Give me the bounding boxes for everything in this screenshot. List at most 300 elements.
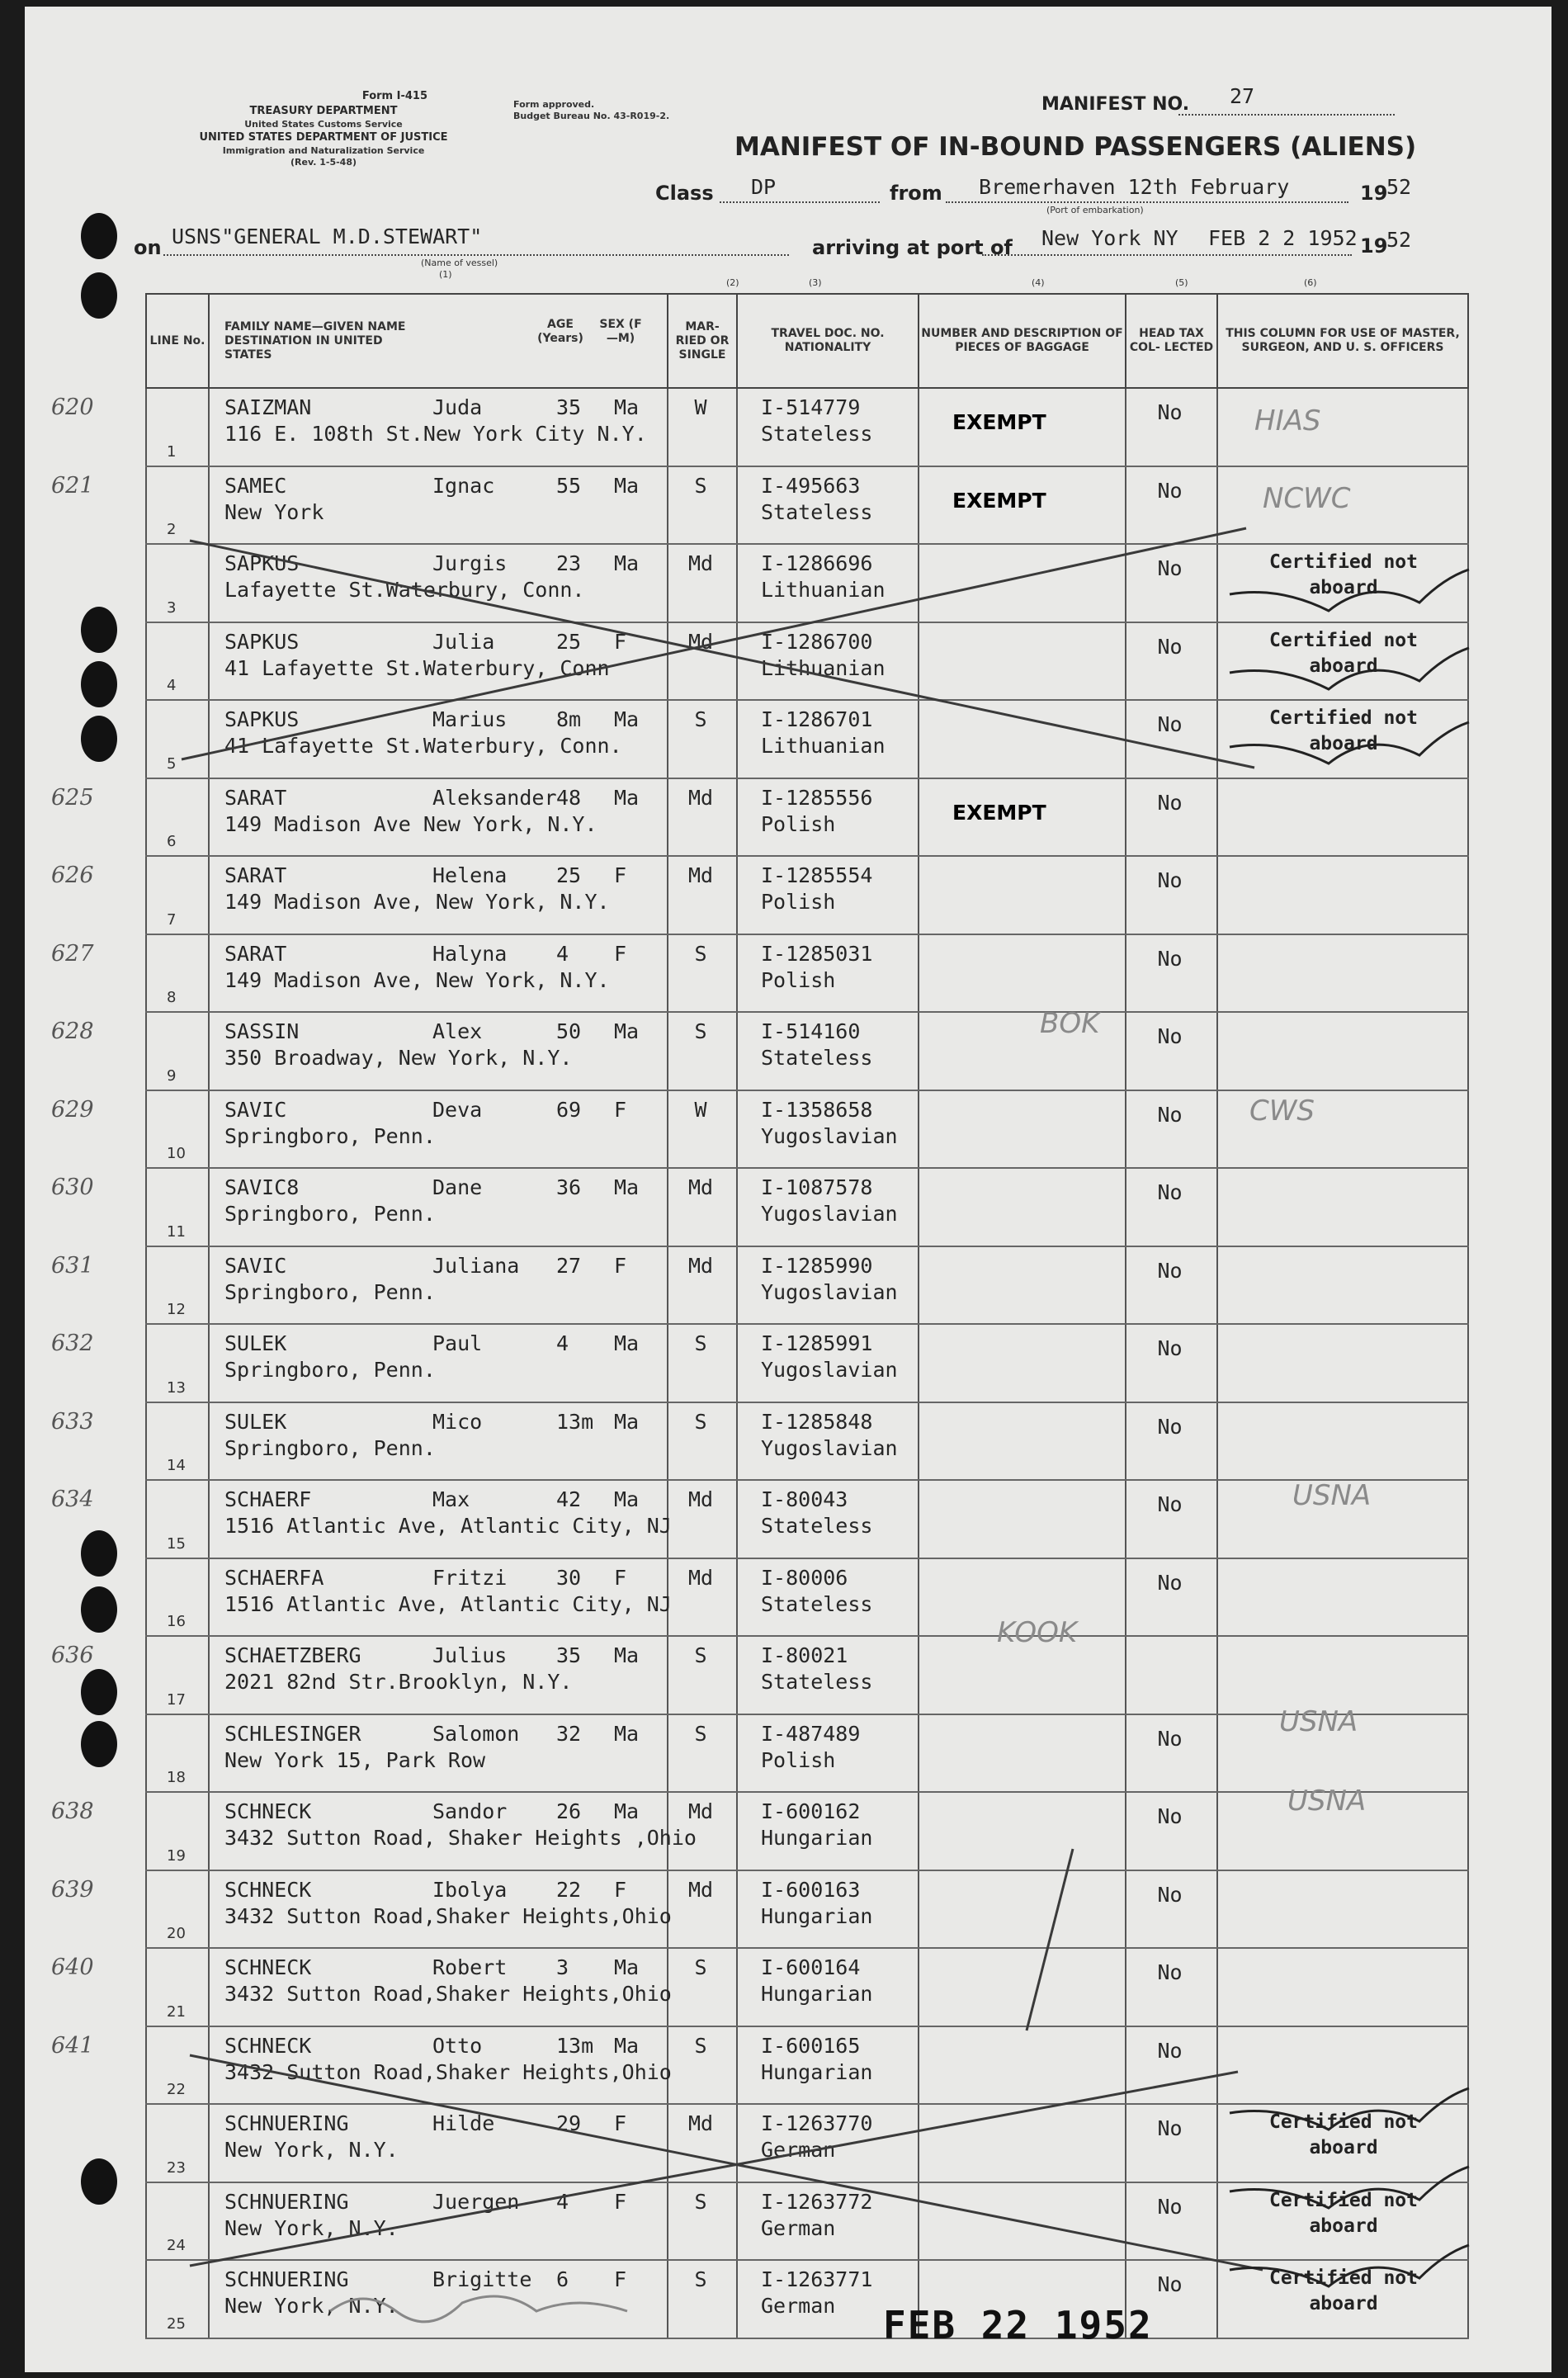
travel-doc-no: I-1286696	[761, 551, 873, 575]
travel-doc-no: I-1263771	[761, 2267, 873, 2291]
given-name: Julia	[432, 629, 495, 654]
col-remarks: THIS COLUMN FOR USE OF MASTER, SURGEON, AND U. S. OFFICERS	[1217, 294, 1468, 388]
destination: Springboro, Penn.	[224, 1279, 436, 1304]
margin-number: 630	[51, 1175, 94, 1200]
marital-status: S	[694, 1643, 707, 1667]
destination: Springboro, Penn.	[224, 1358, 436, 1382]
sex-value: F	[614, 1253, 627, 1278]
pencil-note: CWS	[1249, 1094, 1315, 1128]
line-number: 14	[167, 1457, 186, 1474]
colnum-2: (2)	[726, 277, 739, 288]
arriving-label: arriving at port of	[812, 236, 1013, 259]
officer-remark: Certified not aboard	[1268, 629, 1418, 677]
given-name: Juda	[432, 395, 483, 419]
age-value: 13m	[556, 1409, 594, 1434]
given-name: Paul	[432, 1331, 483, 1355]
class-label: Class	[655, 182, 714, 205]
destination: 149 Madison Ave New York, N.Y.	[224, 811, 597, 836]
pencil-note: USNA	[1279, 1705, 1358, 1738]
given-name: Marius	[432, 707, 508, 731]
marital-status: S	[694, 2033, 707, 2058]
margin-number: 638	[51, 1799, 94, 1824]
marital-status: S	[694, 1019, 707, 1043]
sex-value: F	[614, 941, 627, 966]
marital-status: S	[694, 707, 707, 731]
nationality: Lithuanian	[761, 655, 886, 680]
line-number: 25	[167, 2314, 186, 2333]
head-tax: No	[1157, 790, 1183, 815]
destination: New York, N.Y.	[224, 2215, 399, 2240]
family-name: SARAT	[224, 785, 287, 810]
line-number: 10	[167, 1145, 186, 1162]
family-name: SCHAERFA	[224, 1565, 324, 1590]
sex-value: F	[614, 2189, 627, 2214]
line-number: 15	[167, 1534, 186, 1553]
line-number: 9	[167, 1066, 177, 1085]
vessel-colnum: (1)	[439, 269, 452, 280]
family-name: SAVIC	[224, 1253, 287, 1278]
sex-value: F	[614, 1877, 627, 1902]
age-value: 25	[556, 863, 582, 887]
family-name: SARAT	[224, 863, 287, 887]
pencil-note: NCWC	[1263, 482, 1351, 515]
marital-status: W	[694, 395, 707, 419]
line-number: 23	[167, 2158, 186, 2177]
signature	[1230, 2245, 1469, 2286]
line-number: 18	[167, 1769, 186, 1786]
nationality: Polish	[761, 1747, 836, 1772]
on-label: on	[134, 236, 162, 259]
age-value: 4	[556, 2189, 569, 2214]
travel-doc-no: I-495663	[761, 473, 861, 498]
nationality: Stateless	[761, 1670, 873, 1694]
treasury-dept: TREASURY DEPARTMENT	[249, 105, 398, 117]
marital-status: S	[694, 2189, 707, 2214]
travel-doc-no: I-600162	[761, 1799, 861, 1823]
nationality: Polish	[761, 890, 836, 914]
travel-doc-no: I-1263770	[761, 2111, 873, 2135]
marital-status: Md	[687, 629, 714, 654]
head-tax: No	[1157, 1804, 1183, 1828]
justice-dept: UNITED STATES DEPARTMENT OF JUSTICE	[199, 131, 448, 144]
nationality: Yugoslavian	[761, 1202, 898, 1226]
given-name: Hilde	[432, 2111, 495, 2135]
nationality: Stateless	[761, 499, 873, 524]
head-tax: No	[1157, 478, 1183, 503]
age-value: 3	[556, 1955, 569, 1979]
col-doc: TRAVEL DOC. NO. NATIONALITY	[737, 294, 919, 388]
sex-value: Ma	[614, 1721, 640, 1746]
sex-value: F	[614, 863, 627, 887]
line-number: 12	[167, 1301, 186, 1318]
sex-value: F	[614, 1565, 627, 1590]
given-name: Otto	[432, 2033, 483, 2058]
margin-number: 641	[51, 2032, 94, 2059]
head-tax: No	[1157, 1570, 1183, 1595]
manifest-no-value: 27	[1230, 84, 1255, 108]
sex-value: Ma	[614, 1331, 640, 1355]
destination: 3432 Sutton Road, Shaker Heights ,Ohio	[224, 1826, 697, 1850]
officer-remark: Certified not aboard	[1268, 707, 1418, 754]
destination: 350 Broadway, New York, N.Y.	[224, 1046, 573, 1070]
given-name: Helena	[432, 863, 508, 887]
destination: Lafayette St.Waterbury, Conn.	[224, 578, 585, 602]
age-value: 42	[556, 1487, 582, 1511]
baggage-note: EXEMPT	[952, 410, 1046, 434]
head-tax: No	[1157, 1492, 1183, 1516]
nationality: Polish	[761, 811, 836, 836]
head-tax: No	[1157, 1414, 1183, 1439]
travel-doc-no: I-80043	[761, 1487, 848, 1511]
line-number: 5	[167, 754, 177, 773]
colnum-3: (3)	[809, 277, 822, 288]
sex-value: Ma	[614, 1799, 640, 1823]
pencil-note: HIAS	[1254, 404, 1321, 437]
col-tax: HEAD TAX COL- LECTED	[1126, 294, 1217, 388]
sex-value: Ma	[614, 1409, 640, 1434]
head-tax: No	[1157, 634, 1183, 659]
margin-number: 628	[51, 1019, 94, 1044]
officer-remark: Certified not aboard	[1268, 551, 1418, 598]
marital-status: Md	[687, 1877, 714, 1902]
nationality: Stateless	[761, 422, 873, 446]
head-tax: No	[1157, 1102, 1183, 1127]
head-tax: No	[1157, 1960, 1183, 1984]
sex-value: Ma	[614, 785, 640, 810]
bottom-date-stamp: FEB 22 1952	[883, 2303, 1153, 2347]
age-value: 55	[556, 473, 582, 498]
col-married: MAR- RIED OR SINGLE	[668, 294, 737, 388]
travel-doc-no: I-1285991	[761, 1331, 873, 1355]
strike-line	[190, 541, 1254, 768]
marital-status: Md	[687, 1487, 714, 1511]
age-value: 35	[556, 395, 582, 419]
col-line: LINE No.	[146, 294, 209, 388]
colnum-6: (6)	[1304, 277, 1317, 288]
nationality: Polish	[761, 967, 836, 992]
margin-number: 632	[51, 1331, 94, 1356]
baggage-tick	[1027, 1849, 1073, 2031]
marital-status: Md	[687, 785, 714, 810]
sex-value: Ma	[614, 551, 640, 575]
given-name: Alex	[432, 1019, 483, 1043]
pencil-note: KOOK	[997, 1616, 1078, 1649]
margin-number: 634	[51, 1487, 94, 1512]
travel-doc-no: I-1087578	[761, 1175, 873, 1199]
sex-value: Ma	[614, 1019, 640, 1043]
given-name: Mico	[432, 1409, 483, 1434]
travel-doc-no: I-1358658	[761, 1097, 873, 1122]
family-name: SCHAERF	[224, 1487, 312, 1511]
line-number: 7	[167, 910, 177, 929]
nationality: Yugoslavian	[761, 1358, 898, 1382]
signature	[1230, 570, 1469, 611]
marital-status: Md	[687, 1253, 714, 1278]
family-name: SASSIN	[224, 1019, 300, 1043]
marital-status: Md	[687, 2111, 714, 2135]
age-value: 36	[556, 1175, 582, 1199]
given-name: Deva	[432, 1097, 483, 1122]
given-name: Halyna	[432, 941, 508, 966]
line-number: 11	[167, 1222, 186, 1241]
approval-line: Form approved.	[513, 99, 595, 110]
class-value: DP	[751, 175, 777, 199]
age-value: 23	[556, 551, 582, 575]
pencil-note: USNA	[1287, 1785, 1367, 1818]
given-name: Brigitte	[432, 2267, 532, 2291]
age-value: 6	[556, 2267, 569, 2291]
margin-number: 621	[51, 472, 94, 499]
family-name: SAVIC8	[224, 1175, 300, 1199]
destination: 41 Lafayette St.Waterbury, Conn.	[224, 734, 622, 758]
marital-status: Md	[687, 1175, 714, 1199]
pencil-note: BOK	[1040, 1007, 1100, 1040]
travel-doc-no: I-1285556	[761, 785, 873, 810]
nationality: Hungarian	[761, 1903, 873, 1928]
travel-doc-no: I-1285554	[761, 863, 873, 887]
age-value: 32	[556, 1721, 582, 1746]
family-name: SAMEC	[224, 473, 287, 498]
destination: 3432 Sutton Road,Shaker Heights,Ohio	[224, 1903, 672, 1928]
marital-status: Md	[687, 1799, 714, 1823]
family-name: SCHNUERING	[224, 2111, 349, 2135]
family-name: SCHNUERING	[224, 2267, 349, 2291]
port-value: New York NY	[1041, 226, 1178, 250]
head-tax: No	[1157, 1336, 1183, 1360]
travel-doc-no: I-1285031	[761, 941, 873, 966]
family-name: SAPKUS	[224, 707, 300, 731]
sex-value: Ma	[614, 707, 640, 731]
given-name: Ignac	[432, 473, 495, 498]
given-name: Aleksander	[432, 785, 557, 810]
marital-status: S	[694, 1721, 707, 1746]
colnum-5: (5)	[1175, 277, 1188, 288]
line-number: 8	[167, 989, 177, 1006]
budget-bureau-line: Budget Bureau No. 43-R019-2.	[513, 111, 670, 121]
margin-number: 625	[51, 784, 94, 811]
travel-doc-no: I-600164	[761, 1955, 861, 1979]
line-number: 24	[167, 2237, 186, 2254]
nationality: Stateless	[761, 1591, 873, 1616]
sex-value: F	[614, 629, 627, 654]
arr-year-prefix: 19	[1360, 234, 1388, 258]
travel-doc-no: I-487489	[761, 1721, 861, 1746]
head-tax: No	[1157, 712, 1183, 736]
given-name: Jurgis	[432, 551, 508, 575]
destination: 41 Lafayette St.Waterbury, Conn	[224, 655, 610, 680]
family-name: SARAT	[224, 941, 287, 966]
family-name: SAPKUS	[224, 629, 300, 654]
vessel-name: USNS"GENERAL M.D.STEWART"	[172, 225, 483, 248]
destination: 116 E. 108th St.New York City N.Y.	[224, 422, 647, 446]
nationality: German	[761, 2215, 836, 2240]
vessel-caption: (Name of vessel)	[421, 258, 498, 268]
customs-service: United States Customs Service	[244, 119, 403, 130]
marital-status: S	[694, 1955, 707, 1979]
line-number: 16	[167, 1613, 186, 1630]
given-name: Robert	[432, 1955, 508, 1979]
family-name: SCHNECK	[224, 2033, 312, 2058]
col-sex-label: SEX (F—M)	[599, 318, 642, 345]
sex-value: F	[614, 1097, 627, 1122]
sex-value: Ma	[614, 2033, 640, 2058]
sex-value: Ma	[614, 1955, 640, 1979]
signature	[1230, 722, 1469, 764]
head-tax: No	[1157, 2272, 1183, 2296]
bottom-signature	[330, 2296, 627, 2322]
given-name: Fritzi	[432, 1565, 508, 1590]
line-number: 17	[167, 1690, 186, 1709]
family-name: SAVIC	[224, 1097, 287, 1122]
head-tax: No	[1157, 2116, 1183, 2140]
from-label: from	[890, 182, 942, 205]
colnum-4: (4)	[1032, 277, 1045, 288]
strike-line	[190, 2072, 1238, 2266]
destination: 2021 82nd Str.Brooklyn, N.Y.	[224, 1670, 573, 1694]
line-number: 4	[167, 677, 177, 694]
age-value: 35	[556, 1643, 582, 1667]
line-number: 2	[167, 521, 177, 538]
destination: 1516 Atlantic Ave, Atlantic City, NJ	[224, 1514, 672, 1538]
line-number: 1	[167, 442, 177, 461]
from-value: Bremerhaven 12th February	[979, 175, 1290, 199]
sex-value: Ma	[614, 395, 640, 419]
strike-line	[190, 2055, 1263, 2270]
age-value: 50	[556, 1019, 582, 1043]
destination: 149 Madison Ave, New York, N.Y.	[224, 890, 610, 914]
destination: New York 15, Park Row	[224, 1747, 486, 1772]
nationality: Hungarian	[761, 1826, 873, 1850]
sex-value: Ma	[614, 1175, 640, 1199]
given-name: Juergen	[432, 2189, 520, 2214]
baggage-note: EXEMPT	[952, 488, 1046, 513]
margin-number: 636	[51, 1643, 94, 1668]
embark-caption: (Port of embarkation)	[1046, 205, 1144, 215]
head-tax: No	[1157, 556, 1183, 580]
family-name: SAPKUS	[224, 551, 300, 575]
margin-number: 631	[51, 1252, 94, 1279]
strikethrough-lines	[182, 528, 1263, 2270]
year-prefix: 19	[1360, 182, 1388, 205]
head-tax: No	[1157, 1024, 1183, 1048]
margin-number: 639	[51, 1876, 94, 1903]
nationality: Lithuanian	[761, 578, 886, 602]
age-value: 4	[556, 1331, 569, 1355]
family-name: SCHLESINGER	[224, 1721, 361, 1746]
nationality: German	[761, 2138, 836, 2162]
age-value: 30	[556, 1565, 582, 1590]
marital-status: S	[694, 941, 707, 966]
head-tax: No	[1157, 2038, 1183, 2063]
destination: 149 Madison Ave, New York, N.Y.	[224, 967, 610, 992]
strike-line	[182, 528, 1246, 759]
destination: Springboro, Penn.	[224, 1202, 436, 1226]
family-name: SAIZMAN	[224, 395, 312, 419]
head-tax: No	[1157, 946, 1183, 971]
family-name: SCHNECK	[224, 1955, 312, 1979]
marital-status: S	[694, 1409, 707, 1434]
destination: 3432 Sutton Road,Shaker Heights,Ohio	[224, 2059, 672, 2084]
destination: New York	[224, 499, 324, 524]
line-number: 3	[167, 598, 177, 617]
age-value: 26	[556, 1799, 582, 1823]
head-tax: No	[1157, 400, 1183, 424]
head-tax: No	[1157, 2194, 1183, 2219]
manifest-no-label: MANIFEST NO.	[1041, 94, 1190, 115]
margin-number: 633	[51, 1408, 94, 1435]
nationality: German	[761, 2294, 836, 2318]
arrival-date-stamp: FEB 2 2 1952	[1208, 226, 1358, 250]
officer-remark: Certified not aboard	[1268, 2189, 1418, 2237]
given-name: Dane	[432, 1175, 483, 1199]
pencil-note: USNA	[1292, 1479, 1372, 1512]
officer-remark: Certified not aboard	[1268, 2111, 1418, 2158]
age-value: 69	[556, 1097, 582, 1122]
destination: New York, N.Y.	[224, 2294, 399, 2318]
sex-value: F	[614, 2267, 627, 2291]
arr-year-value: 52	[1386, 228, 1412, 252]
given-name: Ibolya	[432, 1877, 508, 1902]
ins-service: Immigration and Naturalization Service	[222, 145, 425, 156]
nationality: Yugoslavian	[761, 1279, 898, 1304]
travel-doc-no: I-1263772	[761, 2189, 873, 2214]
family-name: SCHNECK	[224, 1799, 312, 1823]
sex-value: Ma	[614, 1643, 640, 1667]
travel-doc-no: I-1285990	[761, 1253, 873, 1278]
col-age-label: AGE (Years)	[537, 318, 583, 345]
travel-doc-no: I-1286700	[761, 629, 873, 654]
signature-scrawls	[330, 570, 1469, 2322]
signature	[1230, 2088, 1469, 2130]
col-baggage: NUMBER AND DESCRIPTION OF PIECES OF BAGGAGE	[919, 294, 1126, 388]
age-value: 29	[556, 2111, 582, 2135]
travel-doc-no: I-600165	[761, 2033, 861, 2058]
marital-status: Md	[687, 551, 714, 575]
col-name-label: FAMILY NAME—GIVEN NAME DESTINATION IN UNITED STATES	[224, 319, 406, 362]
officer-remark: Certified not aboard	[1268, 2267, 1418, 2314]
age-value: 8m	[556, 707, 582, 731]
given-name: Julius	[432, 1643, 508, 1667]
margin-number: 640	[51, 1955, 94, 1980]
marital-status: Md	[687, 1565, 714, 1590]
age-value: 13m	[556, 2033, 594, 2058]
marital-status: W	[694, 1097, 707, 1122]
head-tax: No	[1157, 1180, 1183, 1204]
line-number: 13	[167, 1378, 186, 1397]
signature	[1230, 2167, 1469, 2208]
head-tax: No	[1157, 1258, 1183, 1283]
sex-value: Ma	[614, 1487, 640, 1511]
margin-number: 629	[51, 1096, 94, 1123]
family-name: SCHAETZBERG	[224, 1643, 361, 1667]
baggage-note: EXEMPT	[952, 800, 1046, 825]
marital-status: S	[694, 473, 707, 498]
destination: Springboro, Penn.	[224, 1123, 436, 1148]
given-name: Max	[432, 1487, 470, 1511]
age-value: 27	[556, 1253, 582, 1278]
year-value: 52	[1386, 175, 1412, 199]
age-value: 25	[556, 629, 582, 654]
travel-doc-no: I-514779	[761, 395, 861, 419]
marital-status: S	[694, 1331, 707, 1355]
nationality: Stateless	[761, 1046, 873, 1070]
margin-number: 626	[51, 863, 94, 888]
age-value: 48	[556, 785, 582, 810]
travel-doc-no: I-1286701	[761, 707, 873, 731]
family-name: SCHNECK	[224, 1877, 312, 1902]
travel-doc-no: I-1285848	[761, 1409, 873, 1434]
travel-doc-no: I-514160	[761, 1019, 861, 1043]
